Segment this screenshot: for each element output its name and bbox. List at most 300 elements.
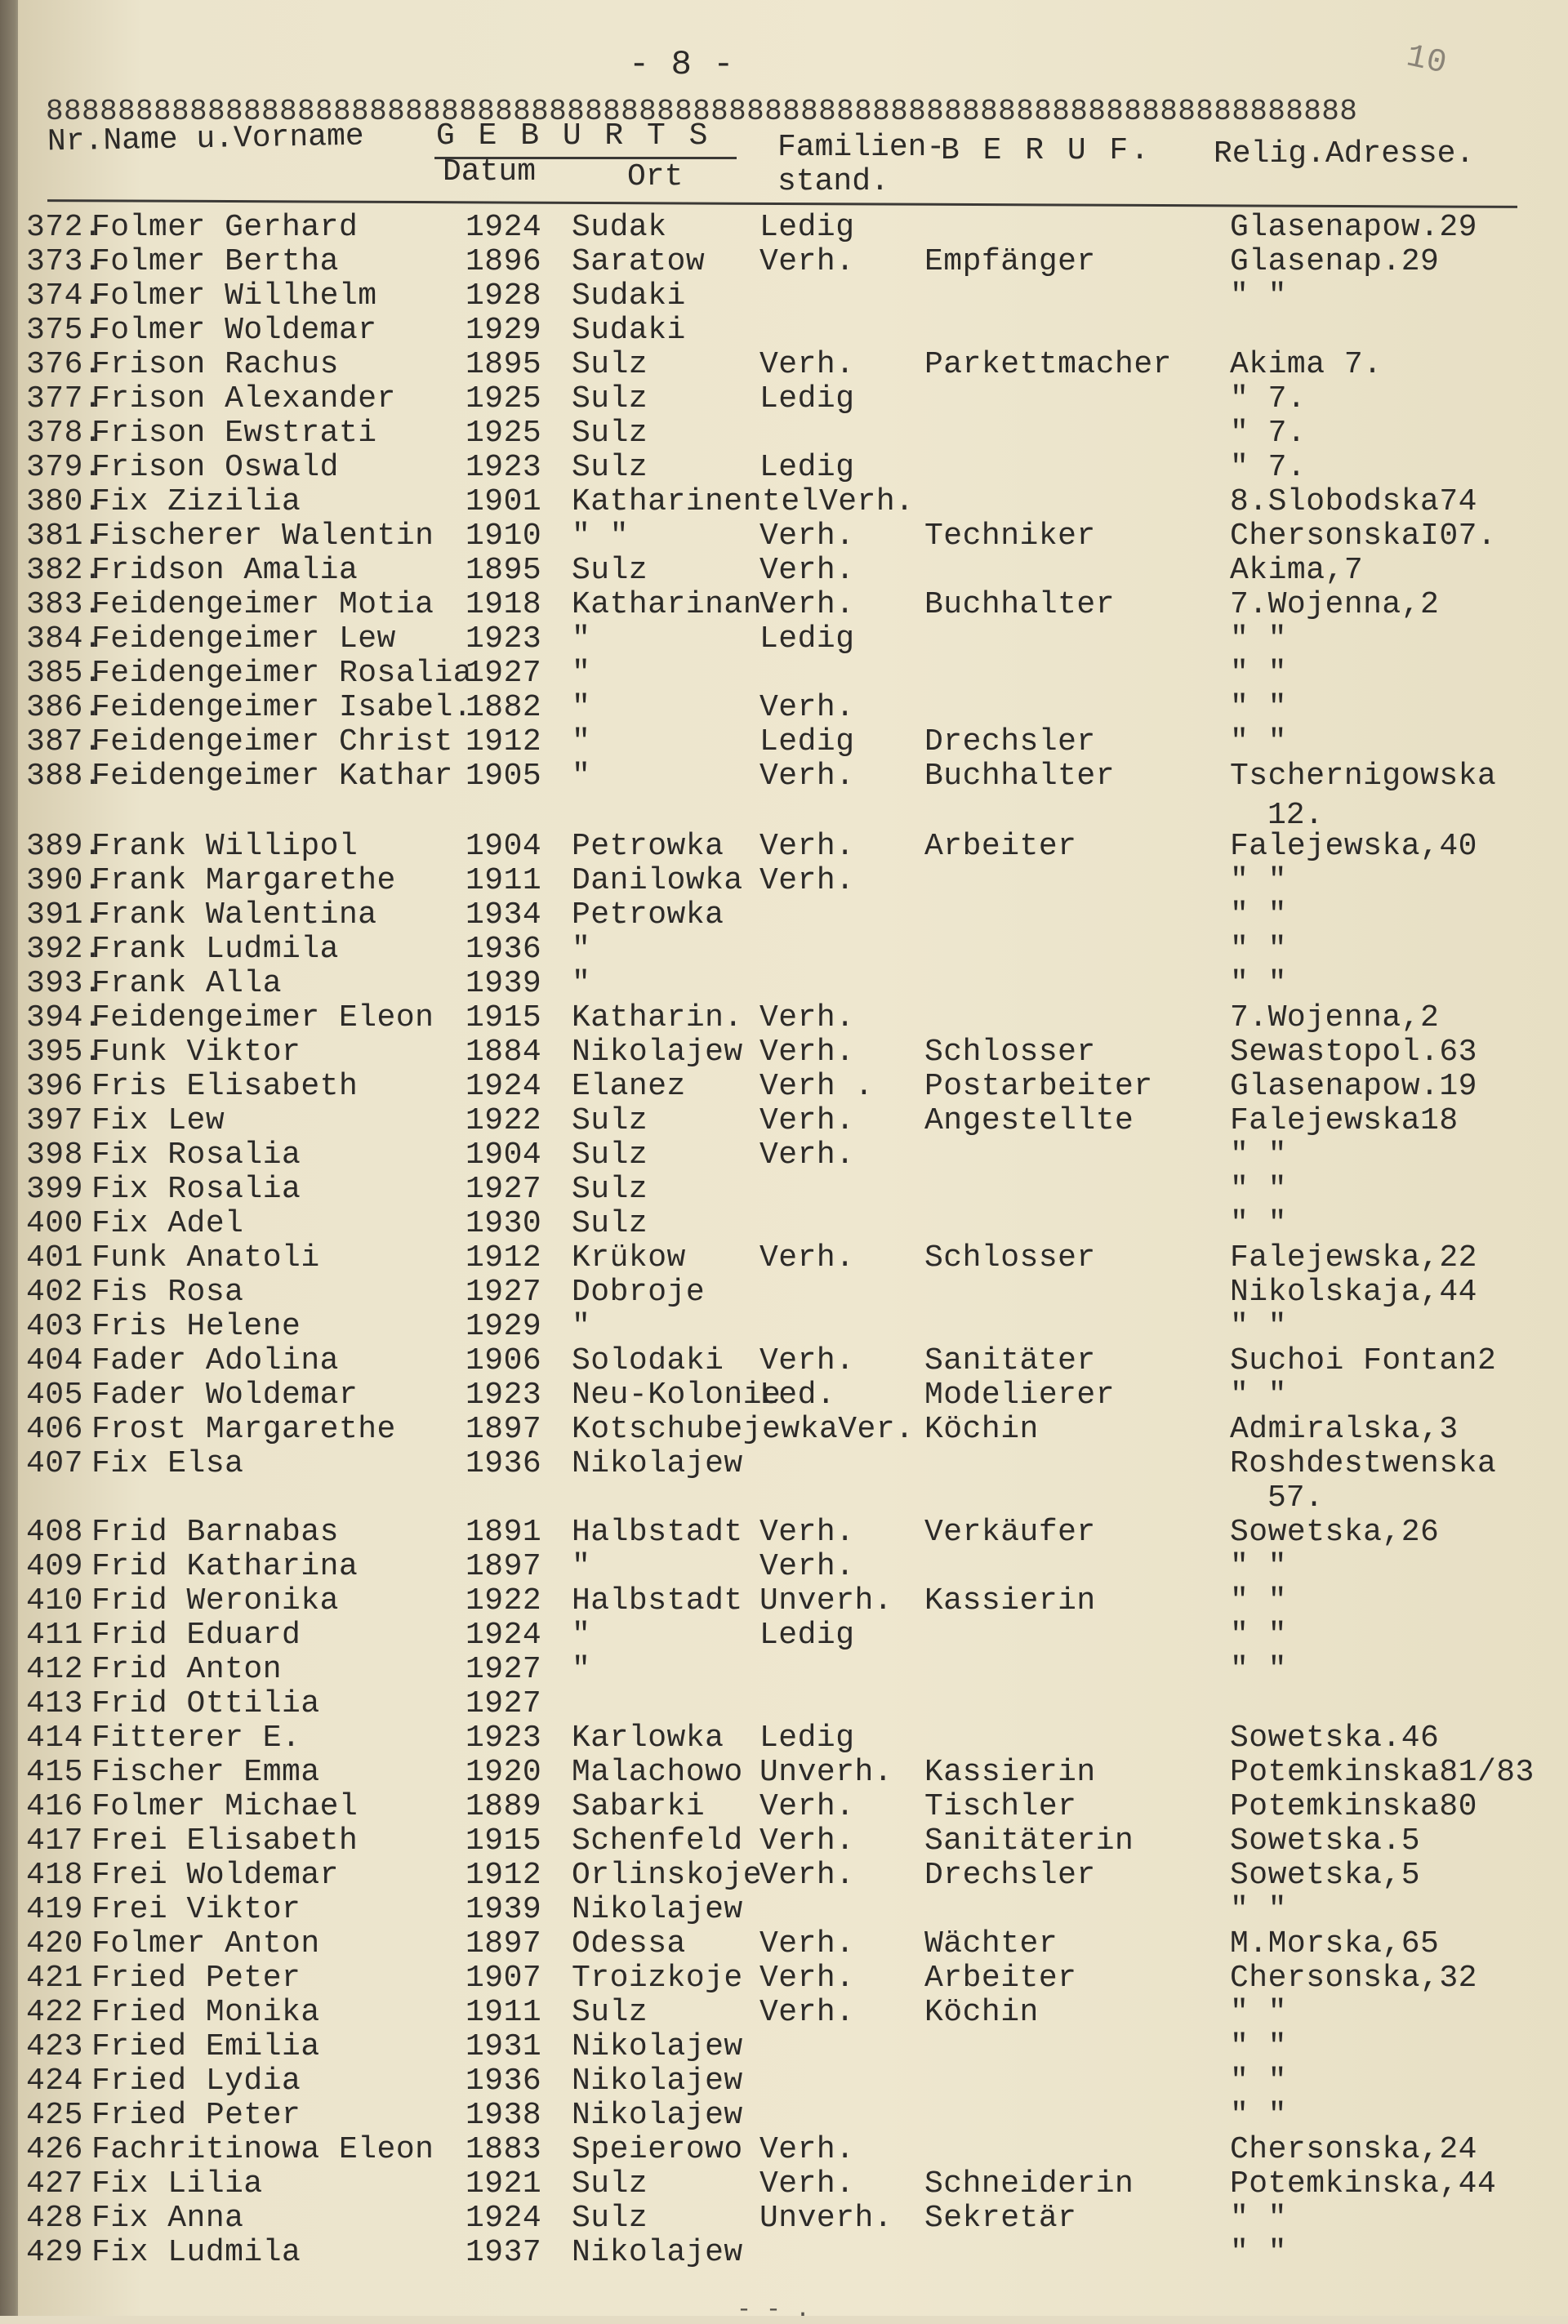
cell-address: Glasenapow.19 <box>1230 1069 1477 1104</box>
cell-nr: 390. <box>26 863 103 898</box>
cell-place: KatharinentelVerh. <box>572 484 915 519</box>
cell-year: 1924 <box>466 2201 542 2236</box>
cell-place: Sudak <box>572 210 667 245</box>
cell-nr: 419 <box>26 1892 83 1927</box>
cell-place: Sulz <box>572 1172 648 1207</box>
cell-place: Sudaki <box>572 278 686 314</box>
cell-name: Frid Weronika <box>91 1583 339 1618</box>
cell-place: Orlinskoje <box>572 1858 763 1893</box>
cell-status: Ledig <box>760 210 855 245</box>
cell-address: Admiralska,3 <box>1230 1412 1459 1447</box>
cell-address: Glasenap.29 <box>1230 244 1440 279</box>
cell-year: 1934 <box>466 897 542 933</box>
cell-address: Sowetska.5 <box>1230 1823 1421 1859</box>
cell-status: Verh. <box>760 519 855 554</box>
cell-year: 1923 <box>466 450 542 485</box>
cell-occupation: Buchhalter <box>924 759 1116 794</box>
cell-nr: 381. <box>26 519 103 554</box>
cell-status: Unverh. <box>760 1583 893 1618</box>
cell-status: Verh. <box>760 1138 855 1173</box>
cell-year: 1930 <box>466 1206 542 1241</box>
cell-occupation: Empfänger <box>924 244 1096 279</box>
cell-place: KotschubejewkaVer. <box>572 1412 915 1447</box>
cell-nr: 424 <box>26 2064 83 2099</box>
cell-year: 1912 <box>466 1240 542 1276</box>
cell-place: Petrowka <box>572 829 724 864</box>
cell-status: Verh. <box>760 1789 855 1824</box>
cell-year: 1920 <box>466 1755 542 1790</box>
cell-address: " " <box>1230 2064 1287 2099</box>
cell-name: Feidengeimer Lew <box>91 621 396 657</box>
cell-address: Nikolskaja,44 <box>1230 1275 1477 1310</box>
cell-name: Feidengeimer Isabel. <box>91 690 473 725</box>
cell-status: Verh. <box>760 553 855 588</box>
cell-year: 1895 <box>466 347 542 382</box>
cell-name: Fris Helene <box>91 1309 301 1344</box>
cell-address: Potemkinska80 <box>1230 1789 1477 1824</box>
cell-nr: 404 <box>26 1343 83 1378</box>
cell-address: " " <box>1230 966 1287 1001</box>
header-ort: Ort <box>627 159 684 194</box>
cell-status: Verh. <box>760 829 855 864</box>
cell-year: 1925 <box>466 381 542 416</box>
cell-address: " 7. <box>1230 381 1307 416</box>
cell-year: 1910 <box>466 519 542 554</box>
cell-address: " " <box>1230 2098 1287 2133</box>
cell-occupation: Köchin <box>924 1995 1039 2030</box>
cell-place: " <box>572 1652 591 1687</box>
cell-place: Dobroje <box>572 1275 706 1310</box>
cell-address: Falejewska,22 <box>1230 1240 1477 1276</box>
cell-address: " " <box>1230 1206 1287 1241</box>
cell-nr: 420 <box>26 1926 83 1961</box>
cell-year: 1891 <box>466 1515 542 1550</box>
cell-name: Fried Emilia <box>91 2029 320 2064</box>
cell-place: Odessa <box>572 1926 686 1961</box>
cell-place: Troizkoje <box>572 1961 743 1996</box>
cell-name: Folmer Gerhard <box>91 210 359 245</box>
cell-status: Ledig <box>760 1618 855 1653</box>
cell-place: Nikolajew <box>572 2235 743 2270</box>
cell-place: Nikolajew <box>572 2098 743 2133</box>
cell-name: Frid Anton <box>91 1652 283 1687</box>
cell-year: 1937 <box>466 2235 542 2270</box>
cell-nr: 395. <box>26 1035 103 1070</box>
cell-nr: 422 <box>26 1995 83 2030</box>
header-geburts: G E B U R T S <box>436 118 710 154</box>
cell-year: 1897 <box>466 1926 542 1961</box>
cell-address: Potemkinska,44 <box>1230 2166 1497 2202</box>
cell-name: Fader Adolina <box>91 1343 339 1378</box>
cell-name: Fried Peter <box>91 2098 301 2133</box>
cell-place: " <box>572 690 591 725</box>
cell-name: Fix Adel <box>91 1206 244 1241</box>
cell-address: Roshdestwenska <box>1230 1446 1497 1481</box>
cell-status: Verh. <box>760 1926 855 1961</box>
cell-name: Fix Lew <box>91 1103 225 1138</box>
cell-nr: 398 <box>26 1138 83 1173</box>
cell-year: 1928 <box>466 278 542 314</box>
cell-nr: 417 <box>26 1823 83 1859</box>
cell-status: Verh. <box>760 1240 855 1276</box>
cell-place: Nikolajew <box>572 2029 743 2064</box>
cell-occupation: Drechsler <box>924 1858 1096 1893</box>
cell-year: 1939 <box>466 966 542 1001</box>
cell-year: 1927 <box>466 1172 542 1207</box>
cell-address: " " <box>1230 1583 1287 1618</box>
cell-address: Tschernigowska <box>1230 759 1497 794</box>
cell-nr: 380. <box>26 484 103 519</box>
cell-name: Frei Viktor <box>91 1892 301 1927</box>
cell-address: 7.Wojenna,2 <box>1230 1000 1440 1035</box>
cell-name: Feidengeimer Eleon <box>91 1000 434 1035</box>
page-number: - 8 - <box>629 45 735 84</box>
cell-occupation: Sekretär <box>924 2201 1077 2236</box>
cell-status: Led. <box>760 1378 836 1413</box>
cell-place: Sulz <box>572 2166 648 2202</box>
cell-year: 1907 <box>466 1961 542 1996</box>
cell-nr: 421 <box>26 1961 83 1996</box>
cell-address: " " <box>1230 863 1287 898</box>
cell-nr: 391. <box>26 897 103 933</box>
cell-place: Nikolajew <box>572 1035 743 1070</box>
cell-occupation: Schlosser <box>924 1035 1096 1070</box>
cell-address: Sowetska.46 <box>1230 1721 1440 1756</box>
cell-name: Fix Rosalia <box>91 1172 301 1207</box>
cell-year: 1929 <box>466 1309 542 1344</box>
cell-year: 1901 <box>466 484 542 519</box>
cell-year: 1911 <box>466 1995 542 2030</box>
cell-place: Sulz <box>572 553 648 588</box>
cell-place: Sulz <box>572 1138 648 1173</box>
header-familienstand-2: stand. <box>777 164 889 199</box>
cell-nr: 403 <box>26 1309 83 1344</box>
cell-place: Danilowka <box>572 863 743 898</box>
document-page <box>18 0 1568 2324</box>
cell-address: " " <box>1230 690 1287 725</box>
cell-name: Feidengeimer Rosalia <box>91 656 473 691</box>
header-familienstand-1: Familien- <box>777 130 946 165</box>
cell-name: Feidengeimer Christ <box>91 724 453 759</box>
cell-occupation: Techniker <box>924 519 1096 554</box>
cell-name: Fix Lilia <box>91 2166 263 2202</box>
cell-nr: 405 <box>26 1378 83 1413</box>
cell-address: " " <box>1230 2029 1287 2064</box>
cell-year: 1927 <box>466 1686 542 1721</box>
cell-occupation: Kassierin <box>924 1755 1096 1790</box>
cell-nr: 399 <box>26 1172 83 1207</box>
header-beruf: B E R U F. <box>941 133 1152 168</box>
cell-nr: 394. <box>26 1000 103 1035</box>
cell-name: Folmer Bertha <box>91 244 339 279</box>
cell-place: " " <box>572 519 629 554</box>
cell-nr: 427 <box>26 2166 83 2202</box>
cell-address: Potemkinska81/83 <box>1230 1755 1535 1790</box>
cell-status: Verh. <box>760 347 855 382</box>
cell-name: Folmer Michael <box>91 1789 359 1824</box>
cell-name: Frid Barnabas <box>91 1515 339 1550</box>
cell-occupation: Arbeiter <box>924 829 1077 864</box>
cell-place: Sulz <box>572 1995 648 2030</box>
cell-address: " " <box>1230 278 1287 314</box>
cell-nr: 372. <box>26 210 103 245</box>
cell-year: 1938 <box>466 2098 542 2133</box>
header-nr-name: Nr.Name u.Vorname <box>47 118 365 160</box>
cell-address: Falejewska18 <box>1230 1103 1459 1138</box>
cell-address: ChersonskaI07. <box>1230 519 1497 554</box>
cell-year: 1912 <box>466 724 542 759</box>
cell-name: Fried Peter <box>91 1961 301 1996</box>
cell-address: " " <box>1230 1549 1287 1584</box>
cell-name: Frid Ottilia <box>91 1686 320 1721</box>
cell-name: Fischerer Walentin <box>91 519 434 554</box>
cell-name: Fader Woldemar <box>91 1378 359 1413</box>
cell-occupation: Arbeiter <box>924 1961 1077 1996</box>
cell-year: 1924 <box>466 210 542 245</box>
cell-year: 1882 <box>466 690 542 725</box>
cell-status: Verh. <box>760 863 855 898</box>
cell-status: Verh. <box>760 1035 855 1070</box>
cell-place: Sulz <box>572 2201 648 2236</box>
cell-year: 1936 <box>466 1446 542 1481</box>
cell-nr: 383. <box>26 587 103 622</box>
cell-place: Halbstadt <box>572 1583 743 1618</box>
cell-name: Funk Viktor <box>91 1035 301 1070</box>
cell-nr: 426 <box>26 2132 83 2167</box>
cell-name: Folmer Woldemar <box>91 313 377 348</box>
cell-occupation: Wächter <box>924 1926 1058 1961</box>
cell-occupation: Buchhalter <box>924 587 1116 622</box>
cell-nr: 414 <box>26 1721 83 1756</box>
cell-status: Verh. <box>760 1823 855 1859</box>
cell-year: 1936 <box>466 932 542 967</box>
cell-nr: 377. <box>26 381 103 416</box>
cell-year: 1922 <box>466 1103 542 1138</box>
cell-nr: 387. <box>26 724 103 759</box>
cell-status: Ledig <box>760 724 855 759</box>
cell-name: Frank Alla <box>91 966 283 1001</box>
cell-year: 1915 <box>466 1000 542 1035</box>
cell-nr: 415 <box>26 1755 83 1790</box>
cell-nr: 384. <box>26 621 103 657</box>
cell-name: Frison Rachus <box>91 347 339 382</box>
cell-status: Verh. <box>760 1961 855 1996</box>
cell-nr: 429 <box>26 2235 83 2270</box>
cell-year: 1924 <box>466 1069 542 1104</box>
cell-nr: 375. <box>26 313 103 348</box>
address-continuation: 57. <box>1267 1480 1324 1516</box>
cell-place: Sulz <box>572 347 648 382</box>
cell-address: " " <box>1230 932 1287 967</box>
cell-occupation: Schneiderin <box>924 2166 1134 2202</box>
cell-name: Fried Monika <box>91 1995 320 2030</box>
cell-place: Schenfeld <box>572 1823 743 1859</box>
cell-nr: 423 <box>26 2029 83 2064</box>
cell-place: Krükow <box>572 1240 686 1276</box>
cell-year: 1911 <box>466 863 542 898</box>
cell-year: 1927 <box>466 1275 542 1310</box>
cell-nr: 378. <box>26 416 103 451</box>
cell-status: Ledig <box>760 621 855 657</box>
cell-occupation: Drechsler <box>924 724 1096 759</box>
cell-address: " " <box>1230 656 1287 691</box>
cell-address: " " <box>1230 1309 1287 1344</box>
separator-line: 8888888888888888888888888888888888888888888888888888888888888888888888888 <box>46 95 1358 128</box>
cell-place: Halbstadt <box>572 1515 743 1550</box>
header-rule <box>47 199 1517 208</box>
cell-nr: 413 <box>26 1686 83 1721</box>
cell-name: Fridson Amalia <box>91 553 359 588</box>
cell-name: Fischer Emma <box>91 1755 320 1790</box>
cell-address: " " <box>1230 1138 1287 1173</box>
cell-name: Frei Woldemar <box>91 1858 339 1893</box>
cell-nr: 393. <box>26 966 103 1001</box>
cell-address: " " <box>1230 1995 1287 2030</box>
cell-nr: 425 <box>26 2098 83 2133</box>
cell-nr: 428 <box>26 2201 83 2236</box>
cell-place: " <box>572 966 591 1001</box>
cell-status: Verh. <box>760 244 855 279</box>
cell-address: " " <box>1230 724 1287 759</box>
cell-year: 1904 <box>466 1138 542 1173</box>
cell-address: Sowetska,5 <box>1230 1858 1421 1893</box>
cell-year: 1922 <box>466 1583 542 1618</box>
cell-name: Feidengeimer Motia <box>91 587 434 622</box>
cell-place: Karlowka <box>572 1721 724 1756</box>
cell-place: Sulz <box>572 416 648 451</box>
cell-year: 1912 <box>466 1858 542 1893</box>
footer-mark: - - . <box>737 2296 811 2324</box>
cell-year: 1927 <box>466 656 542 691</box>
cell-address: " 7. <box>1230 450 1307 485</box>
cell-year: 1905 <box>466 759 542 794</box>
cell-address: Sowetska,26 <box>1230 1515 1440 1550</box>
cell-status: Verh . <box>760 1069 874 1104</box>
cell-nr: 408 <box>26 1515 83 1550</box>
cell-year: 1884 <box>466 1035 542 1070</box>
cell-nr: 397 <box>26 1103 83 1138</box>
cell-address: Akima,7 <box>1230 553 1364 588</box>
cell-nr: 374. <box>26 278 103 314</box>
cell-status: Verh. <box>760 1549 855 1584</box>
cell-address: Falejewska,40 <box>1230 829 1477 864</box>
cell-status: Verh. <box>760 759 855 794</box>
cell-nr: 388. <box>26 759 103 794</box>
cell-name: Feidengeimer Kathar <box>91 759 453 794</box>
cell-year: 1897 <box>466 1412 542 1447</box>
cell-nr: 401 <box>26 1240 83 1276</box>
cell-occupation: Kassierin <box>924 1583 1096 1618</box>
cell-nr: 418 <box>26 1858 83 1893</box>
cell-nr: 385. <box>26 656 103 691</box>
cell-name: Fris Elisabeth <box>91 1069 359 1104</box>
cell-occupation: Sanitäterin <box>924 1823 1134 1859</box>
cell-name: Fitterer E. <box>91 1721 301 1756</box>
cell-nr: 412 <box>26 1652 83 1687</box>
cell-name: Fried Lydia <box>91 2064 301 2099</box>
cell-status: Verh. <box>760 1995 855 2030</box>
cell-place: " <box>572 932 591 967</box>
corner-pencil-mark: 10 <box>1402 38 1450 83</box>
cell-status: Unverh. <box>760 2201 893 2236</box>
cell-status: Ledig <box>760 1721 855 1756</box>
cell-occupation: Schlosser <box>924 1240 1096 1276</box>
cell-place: " <box>572 1549 591 1584</box>
cell-address: " 7. <box>1230 416 1307 451</box>
cell-address: " " <box>1230 897 1287 933</box>
cell-place: " <box>572 1309 591 1344</box>
cell-name: Fachritinowa Eleon <box>91 2132 434 2167</box>
cell-status: Verh. <box>760 690 855 725</box>
cell-place: " <box>572 621 591 657</box>
cell-place: Katharinan. <box>572 587 782 622</box>
cell-address: Sewastopol.63 <box>1230 1035 1477 1070</box>
cell-address: Akima 7. <box>1230 347 1383 382</box>
cell-occupation: Sanitäter <box>924 1343 1096 1378</box>
cell-year: 1918 <box>466 587 542 622</box>
cell-name: Frost Margarethe <box>91 1412 396 1447</box>
cell-year: 1929 <box>466 313 542 348</box>
cell-occupation: Postarbeiter <box>924 1069 1153 1104</box>
cell-occupation: Parkettmacher <box>924 347 1172 382</box>
cell-occupation: Tischler <box>924 1789 1077 1824</box>
cell-place: Malachowo <box>572 1755 743 1790</box>
cell-nr: 386. <box>26 690 103 725</box>
cell-address: " " <box>1230 1618 1287 1653</box>
cell-name: Frei Elisabeth <box>91 1823 359 1859</box>
cell-nr: 382. <box>26 553 103 588</box>
cell-year: 1923 <box>466 621 542 657</box>
cell-name: Frank Ludmila <box>91 932 339 967</box>
cell-occupation: Verkäufer <box>924 1515 1096 1550</box>
cell-year: 1923 <box>466 1378 542 1413</box>
cell-name: Fix Anna <box>91 2201 244 2236</box>
cell-name: Fix Rosalia <box>91 1138 301 1173</box>
cell-name: Fix Zizilia <box>91 484 301 519</box>
cell-nr: 409 <box>26 1549 83 1584</box>
cell-place: Nikolajew <box>572 1446 743 1481</box>
cell-year: 1939 <box>466 1892 542 1927</box>
cell-name: Frison Ewstrati <box>91 416 377 451</box>
cell-place: Sabarki <box>572 1789 706 1824</box>
cell-place: Nikolajew <box>572 1892 743 1927</box>
cell-nr: 406 <box>26 1412 83 1447</box>
cell-name: Folmer Anton <box>91 1926 320 1961</box>
cell-year: 1883 <box>466 2132 542 2167</box>
cell-address: " " <box>1230 1378 1287 1413</box>
cell-year: 1921 <box>466 2166 542 2202</box>
cell-name: Folmer Willhelm <box>91 278 377 314</box>
cell-name: Fis Rosa <box>91 1275 244 1310</box>
cell-name: Fix Elsa <box>91 1446 244 1481</box>
cell-nr: 407 <box>26 1446 83 1481</box>
cell-nr: 392. <box>26 932 103 967</box>
cell-nr: 373. <box>26 244 103 279</box>
cell-address: " " <box>1230 621 1287 657</box>
cell-address: " " <box>1230 2201 1287 2236</box>
cell-address: " " <box>1230 1172 1287 1207</box>
cell-place: Katharin. <box>572 1000 743 1035</box>
cell-address: Chersonska,24 <box>1230 2132 1477 2167</box>
cell-place: Solodaki <box>572 1343 724 1378</box>
cell-name: Frid Eduard <box>91 1618 301 1653</box>
cell-name: Frank Walentina <box>91 897 377 933</box>
cell-status: Ledig <box>760 450 855 485</box>
cell-year: 1923 <box>466 1721 542 1756</box>
cell-year: 1906 <box>466 1343 542 1378</box>
address-continuation: 12. <box>1267 798 1324 833</box>
cell-address: 8.Slobodska74 <box>1230 484 1477 519</box>
